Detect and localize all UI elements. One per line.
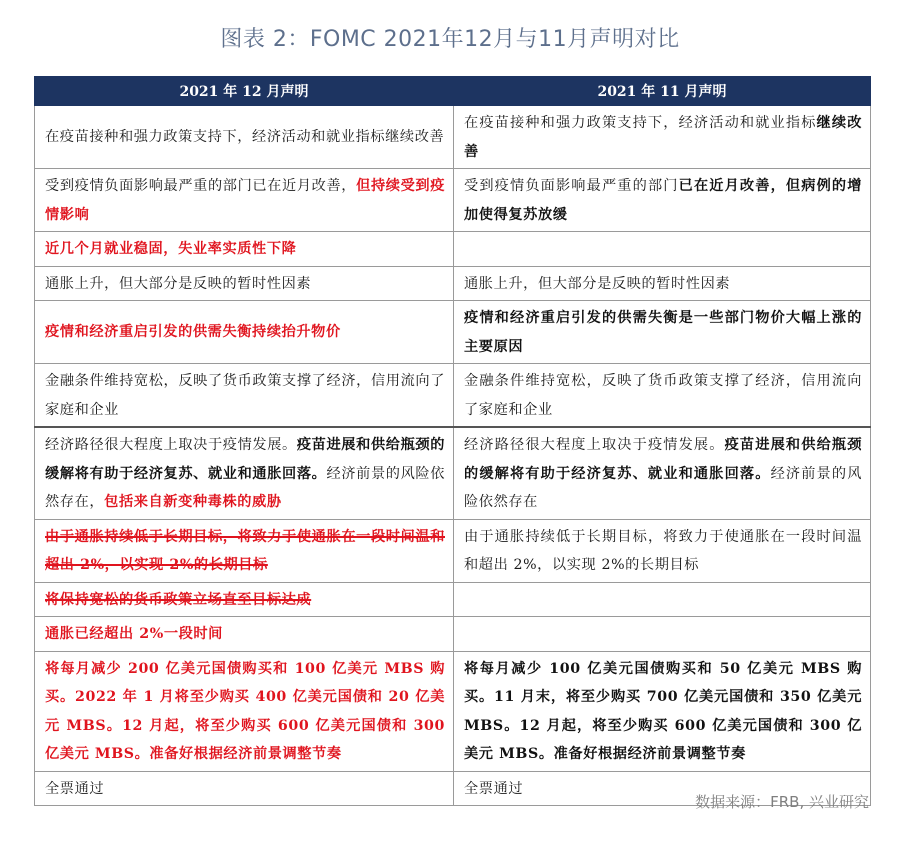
- statement-text-segment: 全票通过: [464, 780, 524, 797]
- statement-text-segment: 疫情和经济重启引发的供需失衡持续抬升物价: [45, 324, 341, 341]
- statement-text-segment: 疫苗进展和供给瓶颈的缓解将有助于经济复苏、就业和通胀回落。: [464, 437, 863, 482]
- cell-nov-statement: [454, 301, 871, 364]
- statement-text-segment: 受到疫情负面影响最严重的部门: [464, 178, 679, 194]
- statement-text-segment: 通胀上升，但大部分是反映的暂时性因素: [45, 275, 312, 292]
- statement-text-segment: 经济路径很大程度上取决于疫情发展。: [464, 437, 725, 453]
- cell-nov-statement: [454, 266, 871, 301]
- statement-text-segment: 已在近月改善，但病例的增加使得复苏放缓: [464, 178, 863, 223]
- statement-text-segment: 金融条件维持宽松，反映了货币政策支撑了经济，信用流向了家庭和企业: [45, 373, 445, 418]
- statement-text-segment: 在疫苗接种和强力政策支持下，经济活动和就业指标继续改善: [45, 129, 445, 146]
- statement-text-segment: 将每月减少 100 亿美元国债购买和 50 亿美元 MBS 购买。11 月末，将至少购买 700 亿美元国债和 350 亿美元 MBS。12 月起，将至少购买 600 亿美元国债和 300 亿美元 MBS。准备好根据经济前景调整节奏: [464, 660, 862, 762]
- cell-nov-statement: [454, 519, 871, 582]
- table-row: [35, 427, 871, 519]
- cell-dec-statement: [35, 582, 454, 617]
- table-row: [35, 105, 871, 169]
- cell-dec-statement: [35, 427, 454, 519]
- header-nov-statement: 2021 年 11 月声明: [454, 77, 871, 106]
- cell-dec-statement: [35, 105, 454, 169]
- cell-dec-statement: [35, 771, 454, 806]
- cell-nov-statement: [454, 617, 871, 652]
- cell-dec-statement: [35, 651, 454, 771]
- cell-dec-statement: [35, 519, 454, 582]
- table-row: [35, 519, 871, 582]
- statement-text-segment: 疫情和经济重启引发的供需失衡是一些部门物价大幅上涨的主要原因: [464, 310, 862, 355]
- cell-dec-statement: [35, 617, 454, 652]
- cell-nov-statement: [454, 105, 871, 169]
- statement-text-segment: 由于通胀持续低于长期目标，将致力于使通胀在一段时间温和超出 2%，以实现 2%的长期目标: [464, 528, 862, 573]
- cell-dec-statement: [35, 301, 454, 364]
- statement-text-segment: 将每月减少 200 亿美元国债购买和 100 亿美元 MBS 购买。2022 年 1 月将至少购买 400 亿美元国债和 20 亿美元 MBS。12 月起，将至少购买 600 亿美元国债和 300 亿美元 MBS。准备好根据经济前景调整节奏: [45, 660, 445, 762]
- cell-nov-statement: [454, 651, 871, 771]
- table-row: [35, 364, 871, 428]
- cell-dec-statement: [35, 266, 454, 301]
- statement-text-segment: 金融条件维持宽松，反映了货币政策支撑了经济，信用流向了家庭和企业: [464, 373, 862, 418]
- statement-text-segment: 通胀已经超出 2%一段时间: [45, 626, 223, 642]
- statement-text-segment: 由于通胀持续低于长期目标，将致力于使通胀在一段时间温和超出 2%，以实现 2%的长期目标: [45, 528, 445, 573]
- cell-nov-statement: [454, 169, 871, 232]
- table-body: [35, 105, 871, 806]
- cell-nov-statement: [454, 582, 871, 617]
- table-row: [35, 617, 871, 652]
- table-row: [35, 169, 871, 232]
- table-row: [35, 651, 871, 771]
- cell-dec-statement: [35, 232, 454, 267]
- statement-text-segment: 近几个月就业稳固，失业率实质性下降: [45, 241, 297, 257]
- cell-dec-statement: [35, 169, 454, 232]
- statement-text-segment: 经济前景的风险依然存在: [464, 465, 862, 510]
- statement-text-segment: 受到疫情负面影响最严重的部门已在近月改善，: [45, 178, 357, 194]
- statement-text-segment: 经济前景的风险依然存在，: [45, 465, 445, 510]
- table-row: [35, 266, 871, 301]
- cell-nov-statement: [454, 364, 871, 428]
- statement-text-segment: 包括来自新变种毒株的威胁: [104, 494, 282, 510]
- table-row: [35, 232, 871, 267]
- statement-text-segment: 疫苗进展和供给瓶颈的缓解将有助于经济复苏、就业和通胀回落。: [45, 437, 445, 482]
- statement-text-segment: 经济路径很大程度上取决于疫情发展。: [45, 437, 297, 453]
- statement-text-segment: 继续改善: [464, 115, 862, 160]
- chart-title: 图表 2：FOMC 2021年12月与11月声明对比: [220, 27, 680, 52]
- statement-text-segment: 将保持宽松的货币政策立场直至目标达成: [45, 591, 312, 608]
- cell-nov-statement: [454, 427, 871, 519]
- header-row: [35, 77, 871, 106]
- cell-dec-statement: [35, 364, 454, 428]
- header-dec-statement: 2021 年 12 月声明: [35, 77, 454, 106]
- cell-nov-statement: [454, 232, 871, 267]
- table-row: [35, 582, 871, 617]
- table-row: [35, 301, 871, 364]
- statement-comparison-table: [34, 76, 871, 806]
- source-note: 数据来源：FRB, 兴业研究: [695, 793, 869, 811]
- statement-text-segment: 全票通过: [45, 780, 105, 797]
- statement-text-segment: 在疫苗接种和强力政策支持下，经济活动和就业指标: [464, 115, 817, 131]
- statement-text-segment: 通胀上升，但大部分是反映的暂时性因素: [464, 275, 731, 292]
- statement-text-segment: 但持续受到疫情影响: [45, 178, 445, 223]
